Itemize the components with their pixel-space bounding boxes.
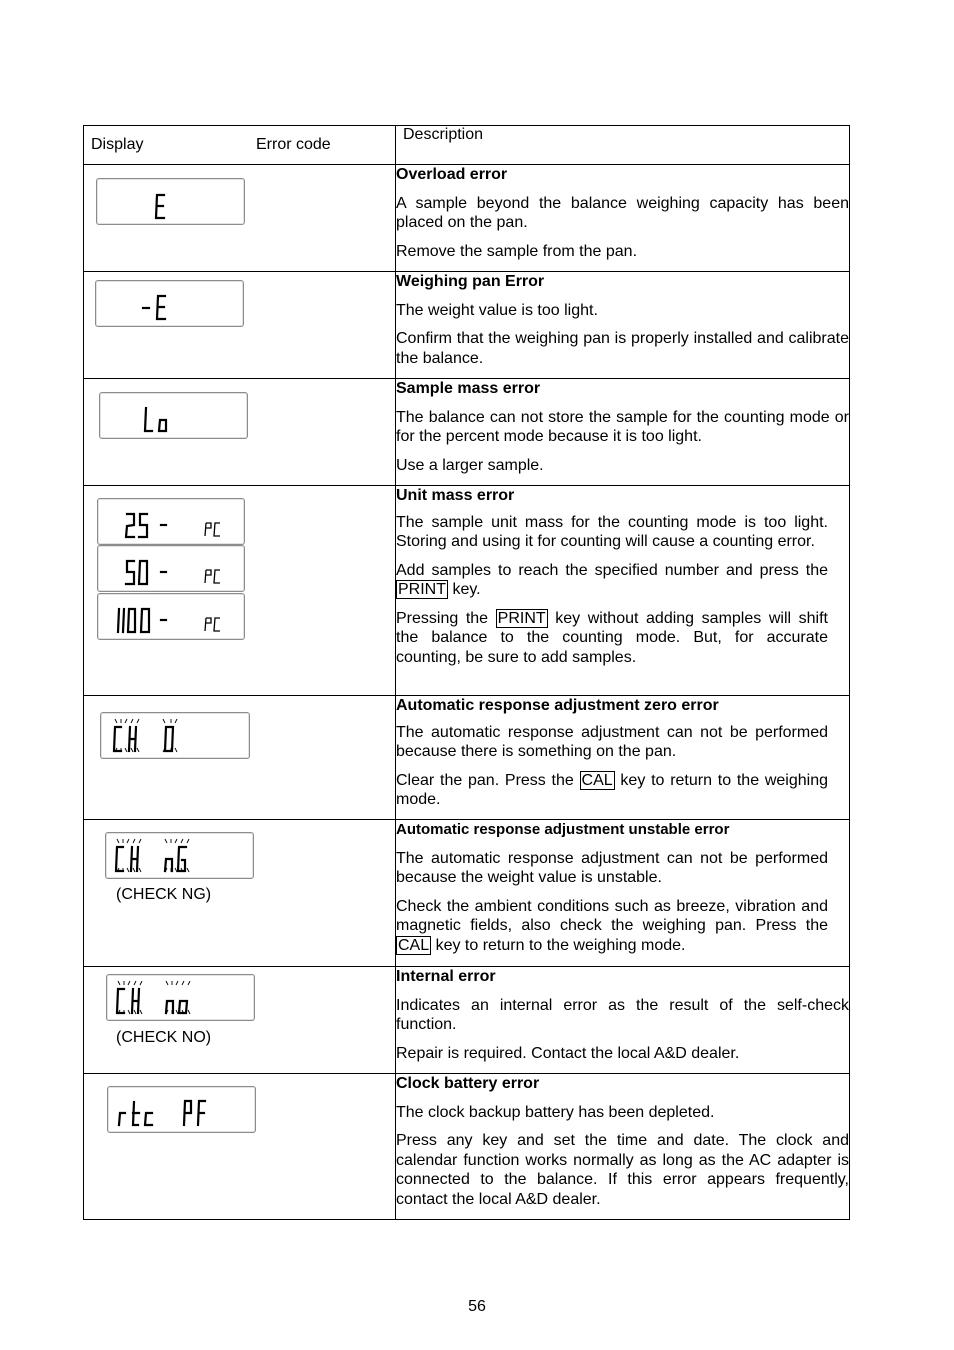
print-key-label: PRINT bbox=[497, 609, 546, 627]
paragraph-text: key. bbox=[448, 581, 481, 598]
error-code-table bbox=[83, 125, 850, 1220]
description-paragraph: Indicates an internal error as the result of the self-check function. bbox=[396, 996, 849, 1033]
header-error-code: Error code bbox=[256, 136, 331, 153]
table-row bbox=[84, 1074, 850, 1220]
table-header-row bbox=[84, 126, 850, 165]
table-row bbox=[84, 165, 850, 272]
table-row bbox=[84, 696, 850, 820]
description-paragraph: The weight value is too light. bbox=[396, 301, 598, 319]
description-paragraph: Confirm that the weighing pan is properly installed and calibrate the balance. bbox=[396, 330, 849, 367]
lcd-segments bbox=[107, 975, 254, 1020]
lcd-segments bbox=[100, 393, 247, 438]
table-row bbox=[84, 272, 850, 379]
lcd-display-50-pc bbox=[97, 545, 245, 592]
display-cell bbox=[84, 165, 396, 272]
display-cell bbox=[84, 967, 396, 1074]
description-paragraph: Press any key and set the time and date. The clock and calendar function works normally as long as the AC adapter is connected to the balance. If this error appears frequently, contact the local A&D dealer. bbox=[396, 1132, 849, 1208]
lcd-segments bbox=[106, 833, 253, 878]
display-cell bbox=[84, 820, 396, 967]
display-cell bbox=[84, 1074, 396, 1220]
display-cell bbox=[84, 379, 396, 486]
paragraph-text: Check the ambient conditions such as breeze, vibration and magnetic fields, also check the weighing pan. Press the bbox=[396, 897, 828, 934]
paragraph-text: key to return to the weighing mode. bbox=[396, 771, 828, 808]
error-title: Overload error bbox=[396, 166, 508, 183]
lcd-segments bbox=[108, 1087, 255, 1132]
lcd-display-25-pc bbox=[97, 498, 245, 545]
description-paragraph: The automatic response adjustment can not be performed because the weight value is unstable. bbox=[396, 849, 828, 886]
description-paragraph: Repair is required. Contact the local A&D dealer. bbox=[396, 1044, 740, 1062]
lcd-segments bbox=[101, 713, 249, 758]
description-paragraph: The balance can not store the sample for the counting mode or for the percent mode because it is too light. bbox=[396, 408, 849, 445]
page-number: 56 bbox=[468, 1298, 486, 1315]
lcd-segments bbox=[98, 594, 244, 639]
display-cell bbox=[84, 696, 396, 820]
lcd-display-rtc-pf bbox=[107, 1086, 256, 1133]
paragraph-text: Pressing the bbox=[396, 609, 496, 627]
table-row bbox=[84, 486, 850, 696]
table-row bbox=[84, 379, 850, 486]
check-ng-caption: (CHECK NG) bbox=[116, 886, 212, 903]
description-paragraph bbox=[396, 771, 828, 810]
cal-key-label: CAL bbox=[398, 936, 430, 954]
table-row bbox=[84, 967, 850, 1074]
lcd-display-ch-ng bbox=[105, 832, 254, 879]
description-paragraph: Remove the sample from the pan. bbox=[396, 242, 638, 260]
paragraph-text: key to return to the weighing mode. bbox=[431, 936, 686, 954]
error-title: Unit mass error bbox=[396, 487, 515, 504]
error-title: Sample mass error bbox=[396, 380, 541, 397]
header-description: Description bbox=[396, 126, 850, 165]
display-cell bbox=[84, 486, 396, 696]
lcd-display-100-pc bbox=[97, 593, 245, 640]
error-title: Internal error bbox=[396, 968, 496, 985]
paragraph-text: Clear the pan. Press the bbox=[396, 771, 580, 789]
description-cell bbox=[396, 272, 850, 379]
paragraph-text: Add samples to reach the specified number and press the bbox=[396, 561, 828, 579]
description-cell bbox=[396, 165, 850, 272]
print-key-label: PRINT bbox=[398, 581, 446, 598]
description-cell bbox=[396, 1074, 850, 1220]
lcd-display-overload bbox=[96, 178, 245, 225]
cal-key-label: CAL bbox=[581, 771, 613, 789]
description-paragraph: The automatic response adjustment can not be performed because there is something on the pan. bbox=[396, 723, 828, 760]
description-cell bbox=[396, 486, 850, 696]
lcd-segments bbox=[98, 546, 244, 591]
error-title: Automatic response adjustment zero error bbox=[396, 697, 719, 714]
table-row bbox=[84, 820, 850, 967]
description-paragraph: A sample beyond the balance weighing capacity has been placed on the pan. bbox=[396, 194, 849, 231]
description-paragraph: The clock backup battery has been depleted. bbox=[396, 1103, 715, 1121]
error-title: Weighing pan Error bbox=[396, 273, 545, 290]
paragraph-text: key without adding samples will shift the balance to the counting mode. But, for accurate counting, be sure to add samples. bbox=[396, 609, 828, 666]
description-paragraph: The sample unit mass for the counting mode is too light. Storing and using it for counting will cause a counting error. bbox=[396, 513, 828, 550]
description-cell bbox=[396, 696, 850, 820]
description-cell bbox=[396, 379, 850, 486]
error-title: Automatic response adjustment unstable error bbox=[396, 821, 730, 838]
description-paragraph bbox=[396, 561, 828, 600]
display-cell bbox=[84, 272, 396, 379]
header-display: Display bbox=[91, 136, 144, 153]
description-cell bbox=[396, 820, 850, 967]
description-cell bbox=[396, 967, 850, 1074]
lcd-display-pan-error bbox=[95, 280, 244, 327]
error-title: Clock battery error bbox=[396, 1075, 540, 1092]
lcd-segments bbox=[96, 281, 243, 326]
lcd-segments bbox=[98, 499, 244, 544]
check-no-caption: (CHECK NO) bbox=[116, 1029, 212, 1046]
lcd-segments bbox=[97, 179, 244, 224]
lcd-display-lo bbox=[99, 392, 248, 439]
header-left-cell bbox=[84, 126, 396, 165]
description-paragraph: Use a larger sample. bbox=[396, 456, 544, 474]
description-paragraph bbox=[396, 897, 828, 956]
lcd-display-ch-0 bbox=[100, 712, 250, 759]
description-paragraph bbox=[396, 609, 828, 668]
lcd-display-ch-no bbox=[106, 974, 255, 1021]
